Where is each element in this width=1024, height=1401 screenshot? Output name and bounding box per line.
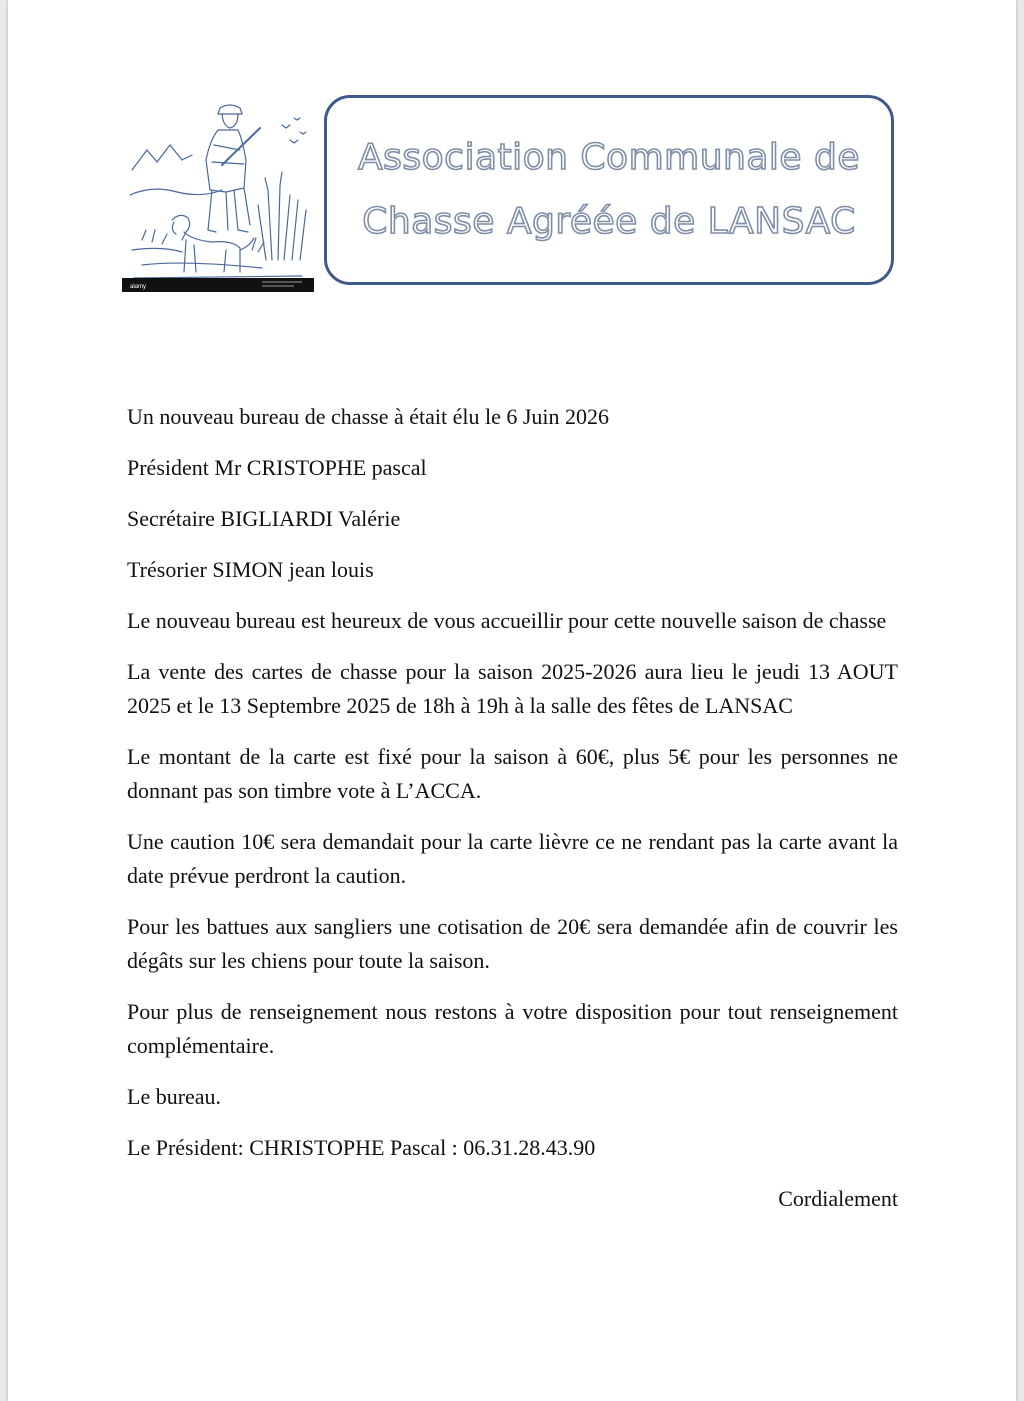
association-title-box (324, 95, 894, 285)
title-line-1: Association Communale de (357, 137, 860, 178)
paragraph-president: Président Mr CRISTOPHE pascal (127, 455, 427, 480)
hunter-with-dog-illustration (122, 100, 314, 292)
paragraph-signoff: Le bureau. (127, 1084, 222, 1109)
paragraph-information: Pour plus de renseignement nous restons à votre disposition pour tout renseignement complémentaire. (127, 999, 898, 1058)
paragraph-welcome: Le nouveau bureau est heureux de vous accueillir pour cette nouvelle saison de chasse (127, 608, 887, 633)
image-watermark-label: alamy (130, 284, 147, 290)
closing-greeting: Cordialement (778, 1186, 898, 1211)
paragraph-card-price: Le montant de la carte est fixé pour la saison à 60€, plus 5€ pour les personnes ne donnant pas son timbre vote à L’ACCA. (127, 744, 898, 803)
letter-body (127, 400, 898, 1233)
paragraph-deposit: Une caution 10€ sera demandait pour la carte lièvre ce ne rendant pas la carte avant la date prévue perdront la caution. (127, 829, 898, 888)
paragraph-election: Un nouveau bureau de chasse à était élu le 6 Juin 2026 (127, 404, 610, 429)
paragraph-boar-hunts: Pour les battues aux sangliers une cotisation de 20€ sera demandée afin de couvrir les dégâts sur les chiens pour toute la saison. (127, 914, 898, 973)
title-line-2: Chasse Agréée de LANSAC (362, 201, 856, 242)
paragraph-secretary: Secrétaire BIGLIARDI Valérie (127, 506, 401, 531)
paragraph-card-sale: La vente des cartes de chasse pour la saison 2025-2026 aura lieu le jeudi 13 AOUT 2025 et le 13 Septembre 2025 de 18h à 19h à la salle des fêtes de LANSAC (127, 659, 898, 718)
hunter-sketch-icon (122, 100, 314, 292)
paragraph-treasurer: Trésorier SIMON jean louis (127, 557, 374, 582)
document-page (8, 0, 1016, 1401)
paragraph-president-contact: Le Président: CHRISTOPHE Pascal : 06.31.28.43.90 (127, 1135, 596, 1160)
